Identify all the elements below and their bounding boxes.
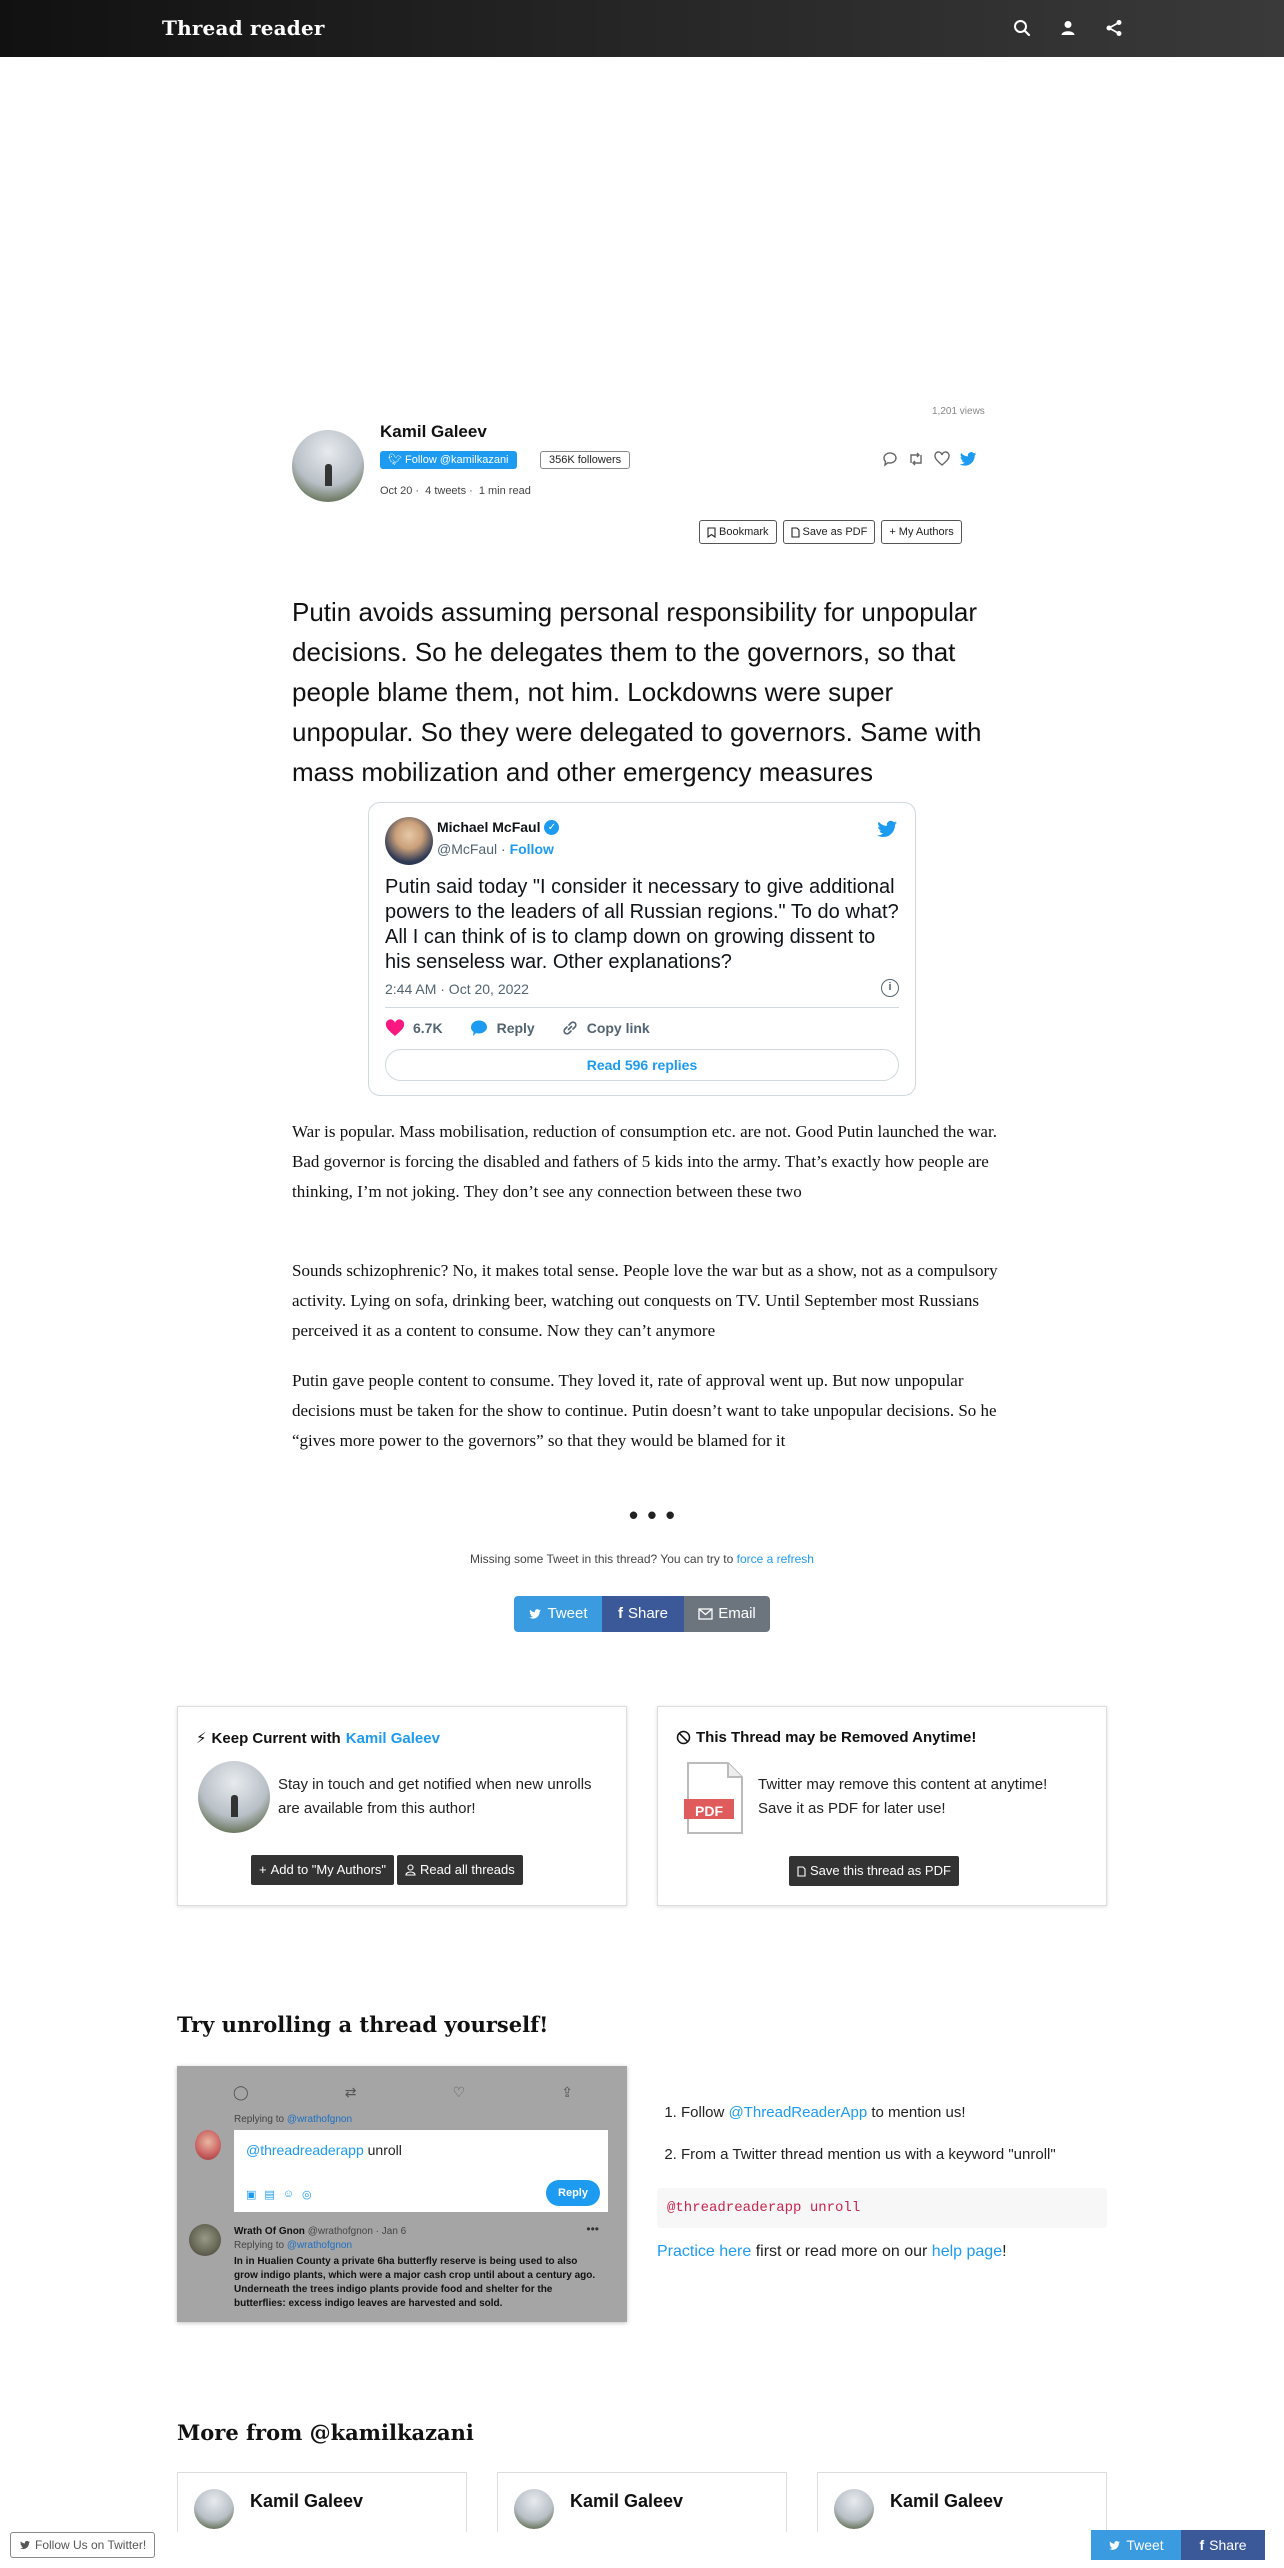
save-thread-pdf-button[interactable]: [789, 1856, 959, 1886]
bottom-share-label: Share: [1209, 2537, 1247, 2553]
upload-icon: ⇪: [561, 2084, 573, 2100]
demo-replying-label: Replying to: [234, 2114, 285, 2125]
embed-like-button[interactable]: [385, 1019, 443, 1037]
thread-tweet-2: War is popular. Mass mobilisation, reduction of consumption etc. are not. Good Putin launched the war. Bad governor is forcing the disabled and fathers of 5 kids into the army. That’s exactly how people are thinking, I’m not joking. They don’t see any connection between these two: [292, 1122, 997, 1201]
keep-current-buttons: [251, 1855, 523, 1885]
location-icon: ◎: [302, 2189, 312, 2201]
follow-button[interactable]: [380, 451, 517, 469]
twitter-bird-icon[interactable]: [875, 817, 899, 841]
embed-divider: [385, 1007, 899, 1008]
more-card-author: Kamil Galeev: [890, 2491, 1004, 2511]
search-icon[interactable]: [1012, 18, 1032, 38]
file-pdf-icon: [791, 527, 800, 538]
help-page-link[interactable]: help page: [931, 2243, 1003, 2260]
tweet-count: 4 tweets: [425, 485, 467, 497]
demo-author-handle: @wrathofgnon · Jan 6: [307, 2226, 407, 2237]
demo-reply-button: Reply: [546, 2180, 600, 2206]
thread-tweet-1: Putin avoids assuming personal responsibility for unpopular decisions. So he delegates them to the governors, so that people blame them, not him. Lockdowns were super unpopular. So they were delegated to governors. Same with mass mobilization and other emergency measures: [292, 597, 982, 787]
like-count: 6.7K: [413, 1020, 443, 1036]
verified-icon: ✓: [544, 820, 559, 835]
keep-current-prefix: Keep Current with: [211, 1729, 341, 1747]
heart-icon: [385, 1019, 405, 1037]
removed-title-text: This Thread may be Removed Anytime!: [696, 1729, 977, 1746]
reply-icon[interactable]: [880, 449, 900, 469]
my-authors-button[interactable]: [881, 520, 961, 544]
embed-follow-link[interactable]: Follow: [509, 841, 554, 857]
unroll-demo-image: [177, 2066, 627, 2322]
plus-icon: +: [889, 526, 896, 538]
practice-end: !: [1002, 2243, 1007, 2260]
keep-current-title: [196, 1729, 440, 1747]
demo-author-name: Wrath Of Gnon: [234, 2226, 305, 2237]
more-from-title: More from @kamilkazani: [177, 2420, 474, 2445]
more-icon: •••: [586, 2222, 599, 2236]
step-1-suffix: to mention us!: [871, 2104, 966, 2121]
unroll-code-sample: @threadreaderapp unroll: [657, 2188, 1107, 2228]
demo-tweet-body: In in Hualien County a private 6ha butterfly reserve is being used to also grow indigo plants, which were a major cash crop until about a century ago. Underneath the trees indigo plants provide food and shelter for the butterflies: excess indigo leaves are harvested and sold.: [234, 2256, 596, 2309]
image-icon: ▣: [246, 2189, 257, 2201]
practice-line: [657, 2243, 1007, 2261]
demo-input-handle: @threadreaderapp: [246, 2142, 364, 2158]
tweet-label: Tweet: [547, 1605, 588, 1622]
demo-compose-text: [246, 2142, 402, 2158]
twitter-bird-icon: 🐦︎: [388, 454, 402, 466]
step-2: 2. From a Twitter thread mention us with a keyword "unroll": [681, 2144, 1107, 2166]
author-avatar[interactable]: [198, 1761, 270, 1833]
embed-timestamp[interactable]: 2:44 AM · Oct 20, 2022: [385, 981, 529, 997]
save-pdf-label: Save as PDF: [802, 526, 868, 538]
keep-current-author-link[interactable]: Kamil Galeev: [345, 1729, 440, 1747]
bottom-tweet-button[interactable]: [1091, 2530, 1181, 2560]
twitter-bird-icon: [19, 2539, 31, 2551]
add-my-authors-label: Add to "My Authors": [270, 1862, 387, 1877]
facebook-icon: f: [617, 1605, 623, 1622]
follow-us-button[interactable]: [10, 2532, 155, 2558]
demo-reply-handle: @wrathofgnon: [286, 2114, 353, 2125]
more-thread-card[interactable]: [497, 2472, 787, 2532]
removed-title: [676, 1729, 976, 1746]
keep-current-desc: Stay in touch and get notified when new unrolls are available from this author!: [278, 1776, 592, 1817]
thread-end-ellipsis: • • •: [629, 1500, 676, 1530]
missing-text: Missing some Tweet in this thread? You can try to: [470, 1552, 734, 1566]
ban-icon: [676, 1730, 691, 1745]
practice-here-link[interactable]: Practice here: [657, 2243, 752, 2260]
bookmark-button[interactable]: [699, 520, 777, 544]
link-icon: [561, 1019, 579, 1037]
user-icon: [405, 1864, 416, 1876]
top-icons: [1012, 18, 1124, 38]
facebook-icon: f: [1199, 2537, 1205, 2553]
facebook-share-button[interactable]: [602, 1596, 684, 1632]
thread-removed-box: [657, 1706, 1107, 1906]
add-my-authors-button[interactable]: [251, 1855, 394, 1885]
pdf-file-icon: [684, 1761, 746, 1835]
read-all-threads-label: Read all threads: [420, 1862, 515, 1877]
step-1: [681, 2102, 1107, 2124]
try-unroll-title: Try unrolling a thread yourself!: [177, 2012, 549, 2037]
demo-replying-label-2: Replying to: [234, 2240, 285, 2251]
emoji-icon: ☺: [282, 2188, 295, 2200]
author-avatar[interactable]: [292, 430, 364, 502]
more-thread-card[interactable]: [177, 2472, 467, 2532]
embedded-tweet[interactable]: [368, 802, 916, 1096]
more-card-author: Kamil Galeev: [250, 2491, 364, 2511]
thread-tweet-4: Putin gave people content to consume. They loved it, rate of approval went up. But now unpopular decisions must be taken for the show to continue. Putin doesn’t want to take unpopular decisions. So he “gives more power to the governors” so that they would be blamed for it: [292, 1371, 997, 1450]
retweet-icon: ⇄: [344, 2084, 357, 2100]
reply-label: Reply: [496, 1020, 535, 1036]
author-avatar: [514, 2489, 554, 2529]
demo-replying-to-2: [234, 2240, 352, 2251]
demo-compose-tools: [246, 2188, 312, 2201]
like-icon: ♡: [452, 2084, 466, 2100]
view-count: 1,201 views: [932, 406, 985, 417]
bolt-icon: ⚡︎: [196, 1730, 207, 1747]
demo-input-word: unroll: [367, 2142, 402, 2158]
embed-copy-link-button[interactable]: [561, 1019, 650, 1037]
top-navbar: [0, 0, 1284, 57]
thread-tools: [699, 520, 962, 544]
embed-handle: @McFaul: [437, 841, 498, 857]
demo-author-avatar: [189, 2224, 221, 2256]
read-time: 1 min read: [478, 485, 531, 497]
embed-reply-button[interactable]: [469, 1019, 535, 1037]
demo-reply-handle-2: @wrathofgnon: [286, 2240, 353, 2251]
more-thread-card[interactable]: [817, 2472, 1107, 2532]
demo-avatar: [195, 2130, 221, 2160]
thread-tweet-3: Sounds schizophrenic? No, it makes total sense. People love the war but as a show, not as a compulsory activity. Lying on sofa, drinking beer, watching out conquests on TV. Until September most Russians perceived it as a content to consume. Now they can’t anymore: [292, 1261, 998, 1340]
retweet-icon[interactable]: [906, 449, 926, 469]
more-card-author: Kamil Galeev: [570, 2491, 684, 2511]
site-logo[interactable]: Thread reader: [162, 16, 325, 40]
force-refresh-link[interactable]: force a refresh: [736, 1552, 814, 1566]
tweet-share-button[interactable]: [514, 1596, 602, 1632]
pdf-label: PDF: [695, 1803, 723, 1819]
embed-text: Putin said today "I consider it necessary to give additional powers to the leaders of all Russian regions." To do what? All I can think of is to clamp down on growing dissent to his senseless war. Other explanations?: [385, 876, 899, 973]
step-1-prefix: Follow: [681, 2104, 725, 2121]
twitter-bird-icon[interactable]: [958, 449, 978, 469]
save-pdf-button[interactable]: [783, 520, 876, 544]
missing-tweet-notice: [0, 1552, 1284, 1566]
keep-current-box: [177, 1706, 627, 1906]
user-icon[interactable]: [1058, 18, 1078, 38]
twitter-bird-icon: [1108, 2539, 1121, 2552]
copy-link-label: Copy link: [586, 1020, 650, 1036]
my-authors-label: My Authors: [898, 526, 954, 538]
demo-compose-box: [234, 2130, 608, 2212]
save-thread-pdf-label: Save this thread as PDF: [810, 1863, 951, 1878]
reply-bubble-icon: [469, 1019, 489, 1037]
author-name[interactable]: Kamil Galeev: [380, 422, 487, 441]
email-share-button[interactable]: [684, 1596, 770, 1632]
author-avatar: [834, 2489, 874, 2529]
author-avatar: [194, 2489, 234, 2529]
bottom-share-button[interactable]: [1181, 2530, 1265, 2560]
like-icon[interactable]: [932, 449, 952, 469]
tweet-actions: [880, 449, 978, 469]
share-label: Share: [627, 1605, 669, 1622]
info-icon[interactable]: i: [881, 979, 899, 997]
demo-author-line: [234, 2226, 406, 2237]
embed-avatar[interactable]: [385, 817, 433, 865]
thread-meta: Oct 20 · 4 tweets · 1 min read: [380, 485, 531, 497]
follow-label: Follow @kamilkazani: [405, 454, 509, 466]
email-label: Email: [718, 1605, 756, 1622]
gif-icon: ▤: [264, 2189, 275, 2201]
followers-badge: 356K followers: [540, 451, 630, 469]
bottom-tweet-label: Tweet: [1126, 2537, 1164, 2553]
follow-us-label: Follow Us on Twitter!: [35, 2538, 147, 2552]
read-replies-button[interactable]: Read 596 replies: [385, 1049, 899, 1081]
read-all-threads-button[interactable]: [397, 1855, 523, 1885]
twitter-bird-icon: [528, 1607, 542, 1621]
share-buttons: [514, 1596, 770, 1632]
embed-handle-line: @McFaul · Follow: [437, 841, 554, 857]
bookmark-label: Bookmark: [719, 526, 769, 538]
envelope-icon: [698, 1608, 713, 1620]
removed-buttons: [789, 1856, 959, 1886]
removed-desc: Twitter may remove this content at anytime! Save it as PDF for later use!: [758, 1776, 1048, 1817]
demo-replying-to: [234, 2114, 352, 2125]
demo-action-icons: [233, 2084, 573, 2101]
thread-date: Oct 20: [380, 485, 413, 497]
share-icon[interactable]: [1104, 18, 1124, 38]
bookmark-icon: [707, 527, 716, 538]
unroll-steps: [657, 2102, 1107, 2186]
practice-mid: first or read more on our: [755, 2243, 928, 2260]
threadreaderapp-link[interactable]: @ThreadReaderApp: [728, 2104, 868, 2121]
file-pdf-icon: [797, 1866, 806, 1877]
embed-stats: [385, 1019, 650, 1037]
plus-icon: +: [259, 1862, 267, 1877]
embed-author-name[interactable]: [437, 819, 559, 835]
reply-icon: ◯: [233, 2084, 249, 2100]
embed-name-text: Michael McFaul: [437, 819, 541, 835]
